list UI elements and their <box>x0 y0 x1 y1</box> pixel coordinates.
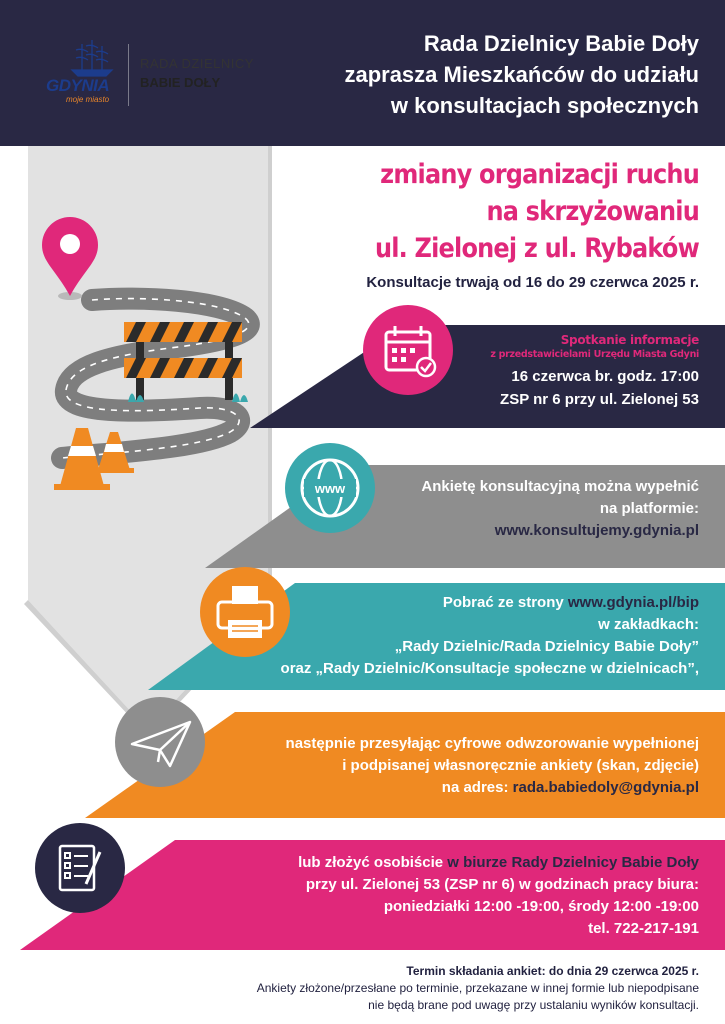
download-line-2: w zakładkach: <box>598 616 699 633</box>
office-name: w biurze Rady Dzielnicy Babie Doły <box>447 854 699 871</box>
download-line-3: „Rady Dzielnic/Rada Dzielnicy Babie Doły” <box>394 638 699 655</box>
download-line-1 <box>219 592 699 614</box>
inperson-info <box>219 852 699 940</box>
header-title <box>279 28 699 121</box>
download-prefix: Pobrać ze strony <box>442 594 568 611</box>
footer-notes <box>99 963 699 1014</box>
topic-line-3: ul. Zielonej z ul. Rybaków <box>374 232 699 264</box>
email-link[interactable]: rada.babiedoly@gdynia.pl <box>512 779 699 796</box>
footer-note-1: Ankiety złożone/przesłane po terminie, przekazane w innej formie lub niepodpisane <box>256 981 699 995</box>
www-label: www <box>314 481 346 496</box>
meeting-place: ZSP nr 6 przy ul. Zielonej 53 <box>500 391 699 408</box>
send-line-3 <box>219 777 699 799</box>
inperson-line-3: poniedziałki 12:00 -19:00, środy 12:00 -19:00 <box>383 898 699 915</box>
send-info <box>219 733 699 799</box>
online-line-1: Ankietę konsultacyjną można wypełnić <box>421 478 699 495</box>
logo-divider <box>128 44 129 106</box>
online-link[interactable]: www.konsultujemy.gdynia.pl <box>494 522 699 539</box>
inperson-prefix: lub złożyć osobiście <box>298 854 448 871</box>
logo-babie-doly: BABIE DOŁY <box>140 75 221 90</box>
footer-deadline: Termin składania ankiet: do dnia 29 czerwca 2025 r. <box>406 964 699 978</box>
inperson-phone: tel. 722-217-191 <box>588 920 699 937</box>
send-prefix: na adres: <box>441 779 513 796</box>
meeting-title: Spotkanie informacje <box>560 333 699 347</box>
online-line-2: na platformie: <box>599 500 699 517</box>
header-line-3: w konsultacjach społecznych <box>390 93 699 118</box>
gdynia-ship-logo <box>72 40 112 76</box>
meeting-info <box>399 333 699 408</box>
topic-line-2: na skrzyżowaniu <box>486 195 699 227</box>
gdynia-tagline: moje miasto <box>66 95 110 104</box>
logo-rada-dzielnicy: RADA DZIELNICY <box>140 56 254 71</box>
gdynia-logo-text: GDYNIA <box>46 76 110 95</box>
download-line-4: oraz „Rady Dzielnic/Konsultacje społeczne w dzielnicach”, <box>280 660 699 677</box>
meeting-subtitle: z przedstawicielami Urzędu Miasta Gdyni <box>490 349 699 360</box>
bip-link[interactable]: www.gdynia.pl/bip <box>567 594 699 611</box>
send-line-1: następnie przesyłając cyfrowe odwzorowanie wypełnionej <box>285 735 699 752</box>
inperson-line-2: przy ul. Zielonej 53 (ZSP nr 6) w godzinach pracy biura: <box>305 876 699 893</box>
consultation-topic <box>279 156 699 267</box>
header-line-2: zaprasza Mieszkańców do udziału <box>344 62 699 87</box>
consultation-dates: Konsultacje trwają od 16 do 29 czerwca 2025 r. <box>366 274 699 291</box>
send-line-2: i podpisanej własnoręcznie ankiety (skan, zdjęcie) <box>342 757 699 774</box>
online-info <box>359 476 699 542</box>
header-line-1: Rada Dzielnicy Babie Doły <box>423 31 699 56</box>
meeting-date: 16 czerwca br. godz. 17:00 <box>511 368 699 385</box>
download-info <box>219 592 699 680</box>
footer-note-2: nie będą brane pod uwagę przy ustalaniu wyników konsultacji. <box>368 998 699 1012</box>
checklist-icon <box>35 823 125 913</box>
topic-line-1: zmiany organizacji ruchu <box>380 158 699 190</box>
paper-plane-icon <box>115 697 205 787</box>
inperson-line-1 <box>219 852 699 874</box>
